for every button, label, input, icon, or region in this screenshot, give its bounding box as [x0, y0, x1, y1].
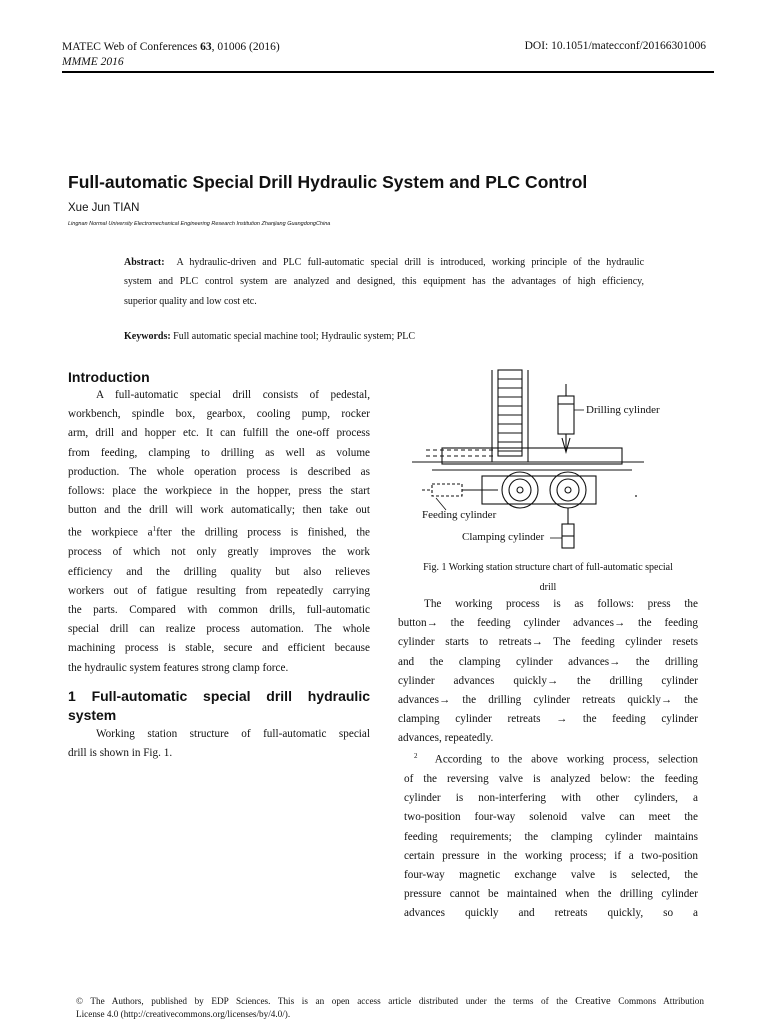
- figure-1-diagram: [412, 366, 660, 550]
- hopper-column: [498, 370, 522, 456]
- affiliation: Lingnan Normal University Electromechanical Engineering Research Institution Zhanjiang GuangdongChina: [68, 221, 331, 227]
- creative-commons-link[interactable]: Creative: [575, 996, 611, 1007]
- keywords-label: Keywords:: [124, 331, 171, 342]
- drilling-cylinder: [558, 396, 574, 434]
- working-process-paragraph: The working process is as follows: press the button→ the feeding cylinder advances→ the feeding cylinder starts to retreats→ The feeding cylinder resets and the clamping cylinder advances→ the drilling cylinder advances quickly→ the drilling cylinder advances→ the drilling cylinder retreats quickly→ the clamping cylinder retreats → the feeding cylinder advances, repeatedly.: [398, 598, 698, 745]
- doi: DOI: 10.1051/matecconf/20166301006: [524, 40, 706, 52]
- conference-name: MMME 2016: [62, 56, 124, 68]
- keywords: Keywords: Full automatic special machine tool; Hydraulic system; PLC: [124, 331, 416, 342]
- introduction-heading: Introduction: [68, 369, 150, 385]
- figure-1-caption: Fig. 1 Working station structure chart of full-automatic special drill: [423, 562, 673, 593]
- footnote-marker-2: 2: [414, 752, 418, 760]
- reversing-valve-paragraph: $^2$ According to the above working process, selection of the reversing valve is analyzed below: the feeding cylinder is non-interfering with other cylinders, a two-position four-way solenoid valve can meet the feeding requirements; the clamping cylinder maintains certain pressure in the working process; if a two-position four-way magnetic exchange valve is selected, the pressure cannot be maintained when the drilling cylinder advances quickly and retreats quickly, so a: [404, 752, 698, 920]
- section1-body: Working station structure of full-automatic special drill is shown in Fig. 1.: [68, 728, 370, 760]
- abstract-label: Abstract:: [124, 257, 165, 268]
- introduction-body: A full-automatic special drill consists of pedestal, workbench, spindle box, gearbox, cooling pump, rocker arm, drill and hopper etc. It can fulfill the one-off process from feeding, clamping to drilling as well as volume production. The whole operation process is described as follows: place the workpiece in the hopper, press the start button and the drill will work automatically; then take out the workpiece $a^1fter$ the drilling process is finished, the process of which not only greatly improves the work efficiency and the drilling quality but also relieves workers out of fatigue resulting from repeatedly carrying the parts. Compared with common drills, full-automatic special drill can realize process automation. The whole machining process is stable, secure and efficient because the hydraulic system features strong clamp force.: [68, 389, 371, 674]
- license-footer: © The Authors, published by EDP Sciences. This is an open access article distributed under the terms of the Creative Commons Attribution License 4.0 (http://creativecommons.org/licenses/by/4.0/).: [76, 996, 704, 1019]
- abstract: Abstract: A hydraulic-driven and PLC full-automatic special drill is introduced, working principle of the hydraulic system and PLC control system are analyzed and designed, this equipment has the advantages of high efficiency, superior quality and low cost etc.: [124, 257, 645, 307]
- header-rule: [62, 71, 714, 73]
- hopper-stack: [498, 379, 522, 451]
- drilling-cylinder-label: Drilling cylinder: [586, 404, 660, 416]
- feed-drum: [502, 472, 538, 508]
- clamp-drum: [550, 472, 586, 508]
- journal-citation: MATEC Web of Conferences 63, 01006 (2016): [62, 41, 280, 53]
- running-header: [62, 40, 280, 70]
- section1-heading: 1 Full-automatic special drill hydraulic system: [68, 688, 370, 723]
- clamping-cylinder-label: Clamping cylinder: [462, 531, 545, 543]
- paper-title: Full-automatic Special Drill Hydraulic System and PLC Control: [68, 172, 588, 192]
- footnote-marker: 1: [152, 525, 157, 534]
- author: Xue Jun TIAN: [68, 202, 140, 214]
- feeding-cylinder-label: Feeding cylinder: [422, 509, 497, 521]
- feeding-cylinder: [432, 484, 462, 496]
